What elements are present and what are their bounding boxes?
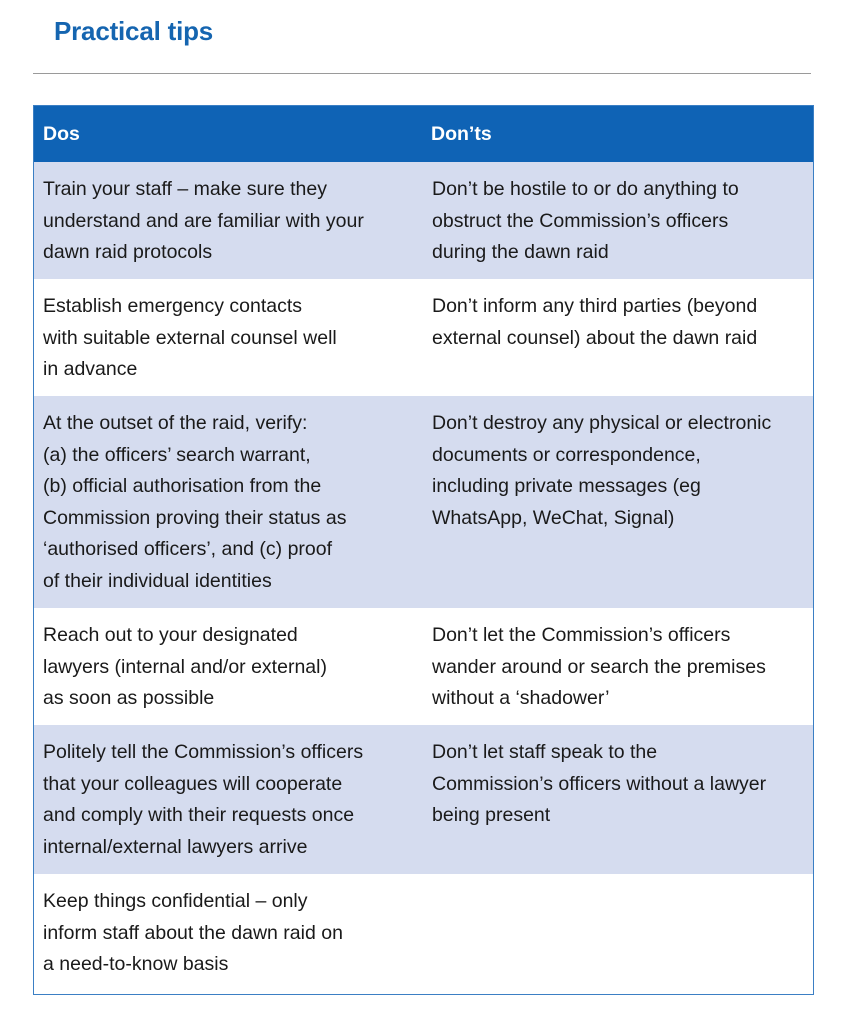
header-donts: Don’ts xyxy=(431,123,492,145)
dos-cell xyxy=(34,279,422,396)
donts-cell xyxy=(422,725,812,874)
cell-line: (a) the officers’ search warrant, xyxy=(43,443,311,466)
cell-line: WhatsApp, WeChat, Signal) xyxy=(432,506,675,529)
cell-line: inform staff about the dawn raid on xyxy=(43,921,343,944)
cell-line: Don’t let staff speak to the xyxy=(432,741,658,763)
cell-line: including private messages (eg xyxy=(432,475,701,497)
dos-cell xyxy=(34,396,422,608)
header-dos: Dos xyxy=(43,123,80,145)
donts-cell xyxy=(422,162,812,279)
cell-line: Don’t inform any third parties (beyond xyxy=(432,295,758,317)
table-row xyxy=(34,874,813,994)
table-row xyxy=(34,396,813,608)
cell-line: documents or correspondence, xyxy=(432,443,701,466)
cell-line: Don’t destroy any physical or electronic xyxy=(432,412,772,434)
cell-line: Establish emergency contacts xyxy=(43,295,303,317)
donts-cell xyxy=(422,608,812,725)
cell-line: in advance xyxy=(43,358,138,380)
cell-line: during the dawn raid xyxy=(432,241,609,263)
donts-cell xyxy=(422,874,812,994)
cell-line: Politely tell the Commission’s officers xyxy=(43,741,364,763)
cell-line: being present xyxy=(432,804,551,826)
cell-line: ‘authorised officers’, and (c) proof xyxy=(43,538,333,560)
table-header-row xyxy=(34,106,813,162)
cell-line: Reach out to your designated xyxy=(43,624,298,646)
cell-line: without a ‘shadower’ xyxy=(432,687,610,709)
cell-line: (b) official authorisation from the xyxy=(43,475,322,497)
cell-line: of their individual identities xyxy=(43,569,272,592)
dos-cell xyxy=(34,162,422,279)
cell-line: wander around or search the premises xyxy=(432,655,766,678)
cell-line: Keep things confidential – only xyxy=(43,890,308,912)
cell-line: obstruct the Commission’s officers xyxy=(432,209,729,232)
cell-line: Train your staff – make sure they xyxy=(43,178,327,200)
tips-table xyxy=(33,105,814,995)
donts-cell xyxy=(422,279,812,396)
cell-line: Commission proving their status as xyxy=(43,506,347,529)
table-row xyxy=(34,279,813,396)
cell-line: with suitable external counsel well xyxy=(43,326,337,349)
cell-line: understand and are familiar with your xyxy=(43,209,364,232)
table-row xyxy=(34,162,813,279)
table-row xyxy=(34,608,813,725)
cell-line: Don’t be hostile to or do anything to xyxy=(432,178,739,200)
cell-line: lawyers (internal and/or external) xyxy=(43,655,327,678)
dos-cell xyxy=(34,874,422,994)
cell-line: At the outset of the raid, verify: xyxy=(43,412,308,434)
title-divider xyxy=(33,73,811,74)
cell-line: dawn raid protocols xyxy=(43,241,213,263)
cell-line: as soon as possible xyxy=(43,687,215,709)
page-title: Practical tips xyxy=(54,16,214,46)
cell-line: a need-to-know basis xyxy=(43,953,229,975)
cell-line: Don’t let the Commission’s officers xyxy=(432,624,731,646)
donts-cell xyxy=(422,396,812,608)
cell-line: external counsel) about the dawn raid xyxy=(432,326,758,349)
dos-cell xyxy=(34,608,422,725)
cell-line: internal/external lawyers arrive xyxy=(43,835,308,858)
table-row xyxy=(34,725,813,874)
cell-line: and comply with their requests once xyxy=(43,804,355,826)
cell-line: Commission’s officers without a lawyer xyxy=(432,772,767,795)
dos-cell xyxy=(34,725,422,874)
cell-line: that your colleagues will cooperate xyxy=(43,772,343,795)
